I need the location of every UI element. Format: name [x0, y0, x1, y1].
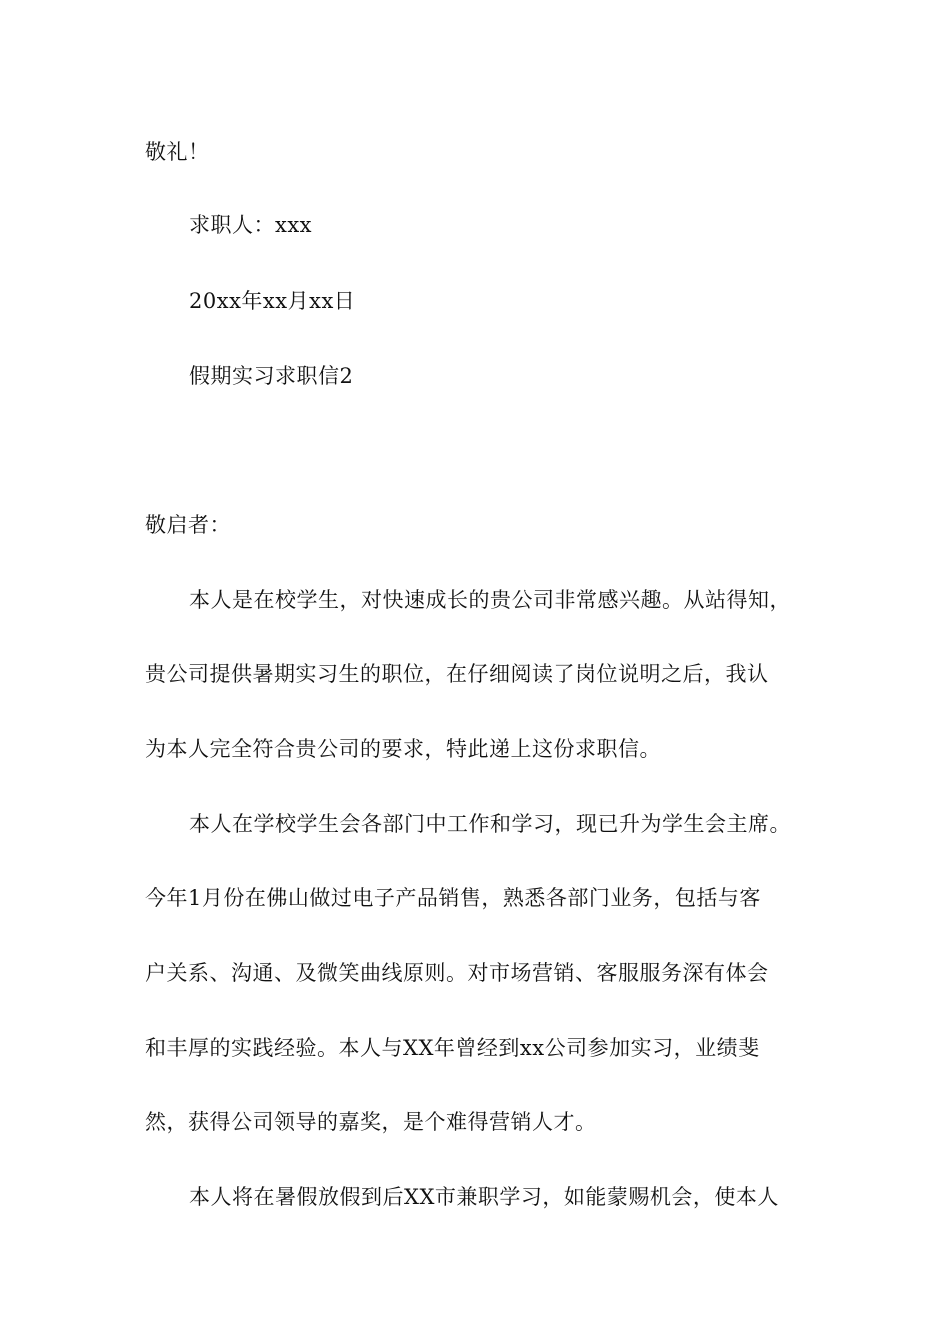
paragraph-line: 本人是在校学生，对快速成长的贵公司非常感兴趣。从站得知，: [189, 588, 791, 612]
paragraph-line: 为本人完全符合贵公司的要求，特此递上这份求职信。: [145, 737, 661, 761]
salutation-line: 敬启者：: [145, 513, 231, 537]
date-line: 20xx年xx月xx日: [189, 289, 356, 313]
letter-title: 假期实习求职信2: [189, 364, 354, 388]
applicant-line: 求职人：xxx: [189, 213, 313, 237]
paragraph-line: 贵公司提供暑期实习生的职位，在仔细阅读了岗位说明之后，我认: [145, 662, 769, 686]
paragraph-line: 和丰厚的实践经验。本人与XX年曾经到xx公司参加实习，业绩斐: [145, 1036, 760, 1060]
paragraph-line: 户关系、沟通、及微笑曲线原则。对市场营销、客服服务深有体会: [145, 961, 769, 985]
paragraph-line: 本人将在暑假放假到后XX市兼职学习，如能蒙赐机会，使本人: [189, 1185, 779, 1209]
paragraph-line: 本人在学校学生会各部门中工作和学习，现已升为学生会主席。: [189, 812, 791, 836]
closing-line: 敬礼！: [145, 140, 210, 164]
paragraph-line: 然，获得公司领导的嘉奖，是个难得营销人才。: [145, 1110, 597, 1134]
paragraph-line: 今年1月份在佛山做过电子产品销售，熟悉各部门业务，包括与客: [145, 886, 761, 910]
